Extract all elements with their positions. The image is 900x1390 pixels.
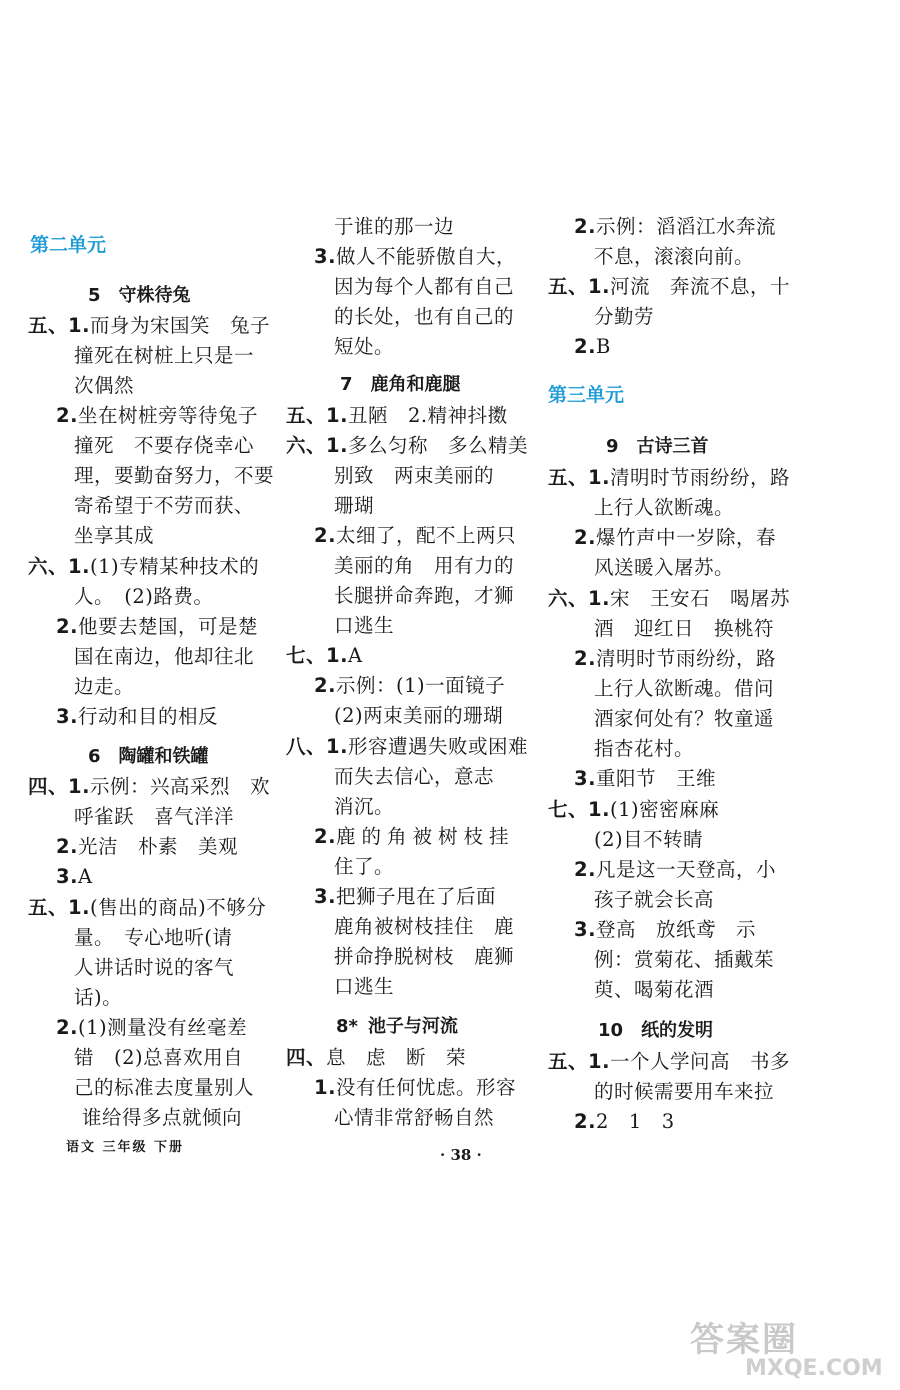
answer-line: 2.清明时节雨纷纷，路 [574, 647, 776, 670]
answer-line: 错 (2)总喜欢用自 [74, 1046, 244, 1069]
answer-line: 风送暖入屠苏。 [594, 556, 735, 579]
answer-line: 边走。 [74, 675, 135, 698]
lesson-title-8: 8* 池子与河流 [336, 1016, 458, 1037]
watermark-url: MXQE.COM [745, 1356, 883, 1381]
answer-line: 于谁的那一边 [334, 215, 455, 238]
answer-line: 3.把狮子甩在了后面 [314, 885, 496, 908]
answer-line: 口逃生 [334, 975, 395, 998]
watermark-logo: 答案圈 [690, 1320, 798, 1360]
answer-line: 3.重阳节 王维 [574, 767, 716, 790]
answer-line: 短处。 [334, 335, 395, 358]
answer-line: 上行人欲断魂。借问 [594, 677, 775, 700]
answer-line: 2.凡是这一天登高，小 [574, 858, 776, 881]
answer-line: 五、1.清明时节雨纷纷，路 [548, 466, 790, 489]
answer-line: 五、1.河流 奔流不息，十 [548, 275, 790, 298]
answer-line: 寄希望于不劳而获、 [74, 494, 255, 517]
answer-line: 拼命挣脱树枝 鹿狮 [334, 945, 515, 968]
answer-line: (2)两束美丽的珊瑚 [334, 704, 504, 727]
answer-line: 撞死在树桩上只是一 [74, 344, 255, 367]
answer-line: 3.做人不能骄傲自大， [314, 245, 516, 268]
unit-title-2: 第二单元 [30, 234, 107, 256]
answer-line: 的时候需要用车来拉 [594, 1080, 775, 1103]
answer-line: 五、1.(售出的商品)不够分 [28, 896, 267, 919]
answer-line: 分勤劳 [594, 305, 655, 328]
lesson-title-6: 6 陶罐和铁罐 [88, 746, 209, 767]
answer-line: 五、1.一个人学问高 书多 [548, 1050, 790, 1073]
answer-line: 五、1.丑陋 2.精神抖擞 [286, 404, 508, 427]
answer-line: 例：赏菊花、插戴茱 [594, 948, 775, 971]
answer-line: 己的标准去度量别人 [74, 1076, 255, 1099]
answer-line: 2.B [574, 335, 611, 358]
answer-line: 坐享其成 [74, 524, 155, 547]
lesson-title-5: 5 守株待兔 [88, 285, 191, 306]
answer-line: 六、1.多么匀称 多么精美 [286, 434, 528, 457]
answer-line: 四、息 虑 断 荣 [286, 1046, 467, 1069]
answer-line: 次偶然 [74, 374, 135, 397]
answer-line: 2.太细了，配不上两只 [314, 524, 516, 547]
answer-line: 理，要勤奋努力，不要 [74, 464, 275, 487]
answer-line: 3.行动和目的相反 [56, 705, 218, 728]
answer-line: 鹿角被树枝挂住 鹿 [334, 915, 515, 938]
answer-line: 萸、喝菊花酒 [594, 978, 715, 1001]
answer-line: 2.鹿的角被树枝挂 [314, 825, 515, 848]
answer-line: 不息，滚滚向前。 [594, 245, 755, 268]
answer-line: 因为每个人都有自己 [334, 275, 515, 298]
answer-line: 住了。 [334, 855, 395, 878]
answer-line: 别致 两束美丽的 [334, 464, 495, 487]
answer-line: 心情非常舒畅自然 [334, 1106, 495, 1129]
answer-line: 长腿拼命奔跑，才狮 [334, 584, 515, 607]
answer-line: 酒 迎红日 换桃符 [594, 617, 775, 640]
answer-line: 口逃生 [334, 614, 395, 637]
page-number: · 38 · [440, 1146, 482, 1164]
answer-line: 七、1.A [286, 644, 363, 667]
answer-line: 2.爆竹声中一岁除，春 [574, 526, 776, 549]
answer-line: 谁给得多点就倾向 [82, 1106, 243, 1129]
answer-line: 2.他要去楚国，可是楚 [56, 615, 258, 638]
answer-line: 国在南边，他却往北 [74, 645, 255, 668]
answer-line: 六、1.宋 王安石 喝屠苏 [548, 587, 790, 610]
answer-line: 2.坐在树桩旁等待兔子 [56, 404, 258, 427]
answer-line: 2.示例：(1)一面镜子 [314, 674, 506, 697]
answer-line: 上行人欲断魂。 [594, 496, 735, 519]
book-footer-label: 语文 三年级 下册 [66, 1140, 185, 1155]
unit-title-3: 第三单元 [548, 384, 625, 406]
answer-line: 话)。 [74, 986, 123, 1009]
answer-line: 呼雀跃 喜气洋洋 [74, 805, 235, 828]
lesson-title-9: 9 古诗三首 [606, 436, 709, 457]
answer-line: 撞死 不要存侥幸心 [74, 434, 255, 457]
answer-line: 七、1.(1)密密麻麻 [548, 798, 720, 821]
answer-line: 2.光洁 朴素 美观 [56, 835, 238, 858]
answer-line: 六、1.(1)专精某种技术的 [28, 555, 260, 578]
answer-line: 3.A [56, 865, 93, 888]
answer-line: 3.登高 放纸鸢 示 [574, 918, 756, 941]
answer-line: 2.(1)测量没有丝毫差 [56, 1016, 248, 1039]
answer-line: 人。 (2)路费。 [74, 585, 214, 608]
answer-line: 的长处，也有自己的 [334, 305, 515, 328]
answer-line: 2.示例：滔滔江水奔流 [574, 215, 776, 238]
answer-line: 五、1.而身为宋国笑 兔子 [28, 314, 270, 337]
answer-line: 而失去信心，意志 [334, 765, 495, 788]
answer-line: 八、1.形容遭遇失败或困难 [286, 735, 528, 758]
answer-line: 珊瑚 [334, 494, 375, 517]
answer-line: 2.2 1 3 [574, 1110, 675, 1133]
answer-line: 人讲话时说的客气 [74, 956, 235, 979]
answer-line: 量。 专心地听(请 [74, 926, 233, 949]
answer-line: 孩子就会长高 [594, 888, 715, 911]
answer-line: 四、1.示例：兴高采烈 欢 [28, 775, 270, 798]
answer-line: 1.没有任何忧虑。形容 [314, 1076, 516, 1099]
lesson-title-10: 10 纸的发明 [598, 1020, 714, 1041]
answer-line: 酒家何处有？牧童遥 [594, 707, 775, 730]
answer-line: 美丽的角 用有力的 [334, 554, 515, 577]
answer-line: (2)目不转睛 [594, 828, 704, 851]
answer-line: 消沉。 [334, 795, 395, 818]
answer-line: 指杏花村。 [594, 737, 695, 760]
lesson-title-7: 7 鹿角和鹿腿 [340, 374, 461, 395]
